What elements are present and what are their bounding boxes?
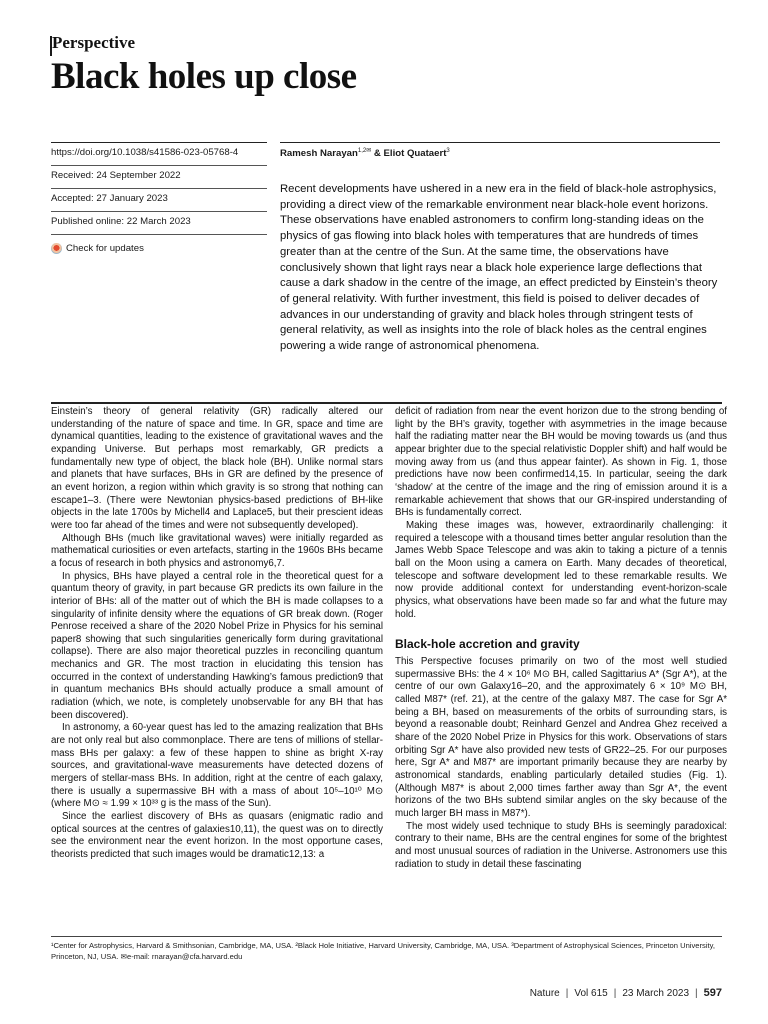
check-for-updates-label: Check for updates <box>66 242 144 254</box>
author-connector: & <box>371 148 384 160</box>
footnote-divider <box>51 936 722 937</box>
received-date: Received: 24 September 2022 <box>51 165 267 188</box>
body-paragraph: Making these images was, however, extraordinarily challenging: it required a telescope with a thousand times better angular resolution than the James Webb Space Telescope and was akin to taking a picture of a tennis ball on the Moon using a camera on Earth. Many decades of theoretical, telescope and software development led to these remarkable results. We now provide additional context for understanding event-horizon-scale physics, what observations have been made so far and what the future may hold. <box>395 519 727 620</box>
body-paragraph: Since the earliest discovery of BHs as quasars (enigmatic radio and optical sources at the centres of galaxies10,11), the quest was on to directly see the environment near the event horizon. In the most opportune cases, theorists predicted that such images would be dramatic12,13: a <box>51 811 383 860</box>
crossmark-icon <box>51 243 62 254</box>
abstract: Recent developments have ushered in a new era in the field of black-hole astrophysics, providing a direct view of the remarkable environment near black-hole event horizons. These observations have enabled astronomers to confirm long-standing ideas on the physics of gas flowing into black holes with temperatures that are hundreds of times greater than at the centre of the Sun. At the same time, the observations have conclusively shown that light rays near a black hole experience large deflections that cause a dark shadow in the centre of the image, an effect predicted by Einstein’s theory of general relativity. With further investment, this field is poised to deliver decades of advances in our understanding of gravity and black holes through stringent tests of general relativity, as well as insights into the role of black holes as the central engines powering a wide range of astronomical phenomena. <box>280 183 718 353</box>
body-divider <box>51 402 722 404</box>
published-date: Published online: 22 March 2023 <box>51 211 267 234</box>
body-paragraph: deficit of radiation from near the event horizon due to the strong bending of light by the BH’s gravity, together with asymmetries in the image because half the radiating matter near the BH would be moving towards us (and thus appear brighter due to the special relativistic Doppler shift) and half would be moving away from us (and thus appear fainter). As shown in Fig. 1, those predictions have now been confirmed14,15. In particular, seeing the dark ‘shadow’ at the centre of the image and the ring of emission around it is a remarkable achievement that shows that our GR-inspired understanding of BHs is fundamentally correct. <box>395 406 727 519</box>
body-column-left <box>51 406 383 862</box>
body-column-right <box>395 406 727 871</box>
accepted-date: Accepted: 27 January 2023 <box>51 188 267 211</box>
article-title: Black holes up close <box>51 56 357 97</box>
author-1[interactable]: Ramesh Narayan <box>280 148 358 160</box>
author-1-affiliation: 1,2✉ <box>357 148 372 154</box>
body-paragraph: In physics, BHs have played a central role in the theoretical quest for a quantum theory of gravity, in part because GR predicts its own failure in the interior of BHs: all of the matter out of which the BH is made collapses to a singularity of infinite density where the equations of GR break down. (Roger Penrose received a share of the 2020 Nobel Prize in Physics for his seminal paper8 showing that such singularities generically form during gravitational collapse). There are also major theoretical puzzles in reconciling quantum mechanics and GR. The most traction in elucidating this tension has occurred in the context of understanding Hawking’s famous prediction9 that in quantum mechanics BHs should actually produce a small amount of radiation (which, we note, is completely unobservable for any BH that has been discovered). <box>51 570 383 721</box>
body-paragraph: Although BHs (much like gravitational waves) were initially regarded as mathematical curiosities or even artefacts, starting in the 1960s BHs became a focus of research in both physics and astronomy6,7. <box>51 532 383 569</box>
page-footer: Nature | Vol 615 | 23 March 2023 | 597 <box>529 987 722 999</box>
body-paragraph: In astronomy, a 60-year quest has led to the amazing realization that BHs are not only real but also commonplace. There are tens of millions of stellar-mass BHs per galaxy: a few of these happen to shine as bright X-ray sources, and gravitational-wave measurements have detected dozens of mergers of stellar-mass BHs. In addition, right at the centre of each galaxy, there is usually a supermassive BH with a mass of about 10⁵–10¹⁰ M⊙ (where M⊙ ≈ 1.99 × 10³³ g is the mass of the Sun). <box>51 722 383 810</box>
doi-link[interactable]: https://doi.org/10.1038/s41586-023-05768-4 <box>51 142 267 165</box>
check-for-updates-button[interactable] <box>51 234 267 257</box>
author-list <box>280 142 720 159</box>
article-type: Perspective <box>52 33 136 52</box>
author-2[interactable]: Eliot Quataert <box>383 148 447 160</box>
page-number: 597 <box>703 987 722 999</box>
article-metadata <box>51 142 267 257</box>
body-paragraph: This Perspective focuses primarily on two of the most well studied supermassive BHs: the 4 × 10⁶ M⊙ BH, called Sagittarius A* (Sgr A*), at the centre of our own Galaxy16–20, and the approximately 6 × 10⁹ M⊙ BH, called M87* (ref. 21), at the centre of the galaxy M87. The case for Sgr A* being a BH, based on measurements of the orbits of surrounding stars, is beyond a reasonable doubt; Reinhard Genzel and Andrea Ghez received a share of the 2020 Nobel Prize in Physics for this work. Observations of stars orbiting Sgr A* have also provided new tests of GR22–25. For our purposes here, Sgr A* and M87* are important primarily because they are nearby by astronomical standards, enabling particularly detailed studies (Fig. 1). (Although M87* is about 2,000 times farther away than Sgr A*, the event horizons of the two BHs subtend similar angles on the sky because of the much larger BH mass in M87*). <box>395 656 727 820</box>
body-paragraph: Einstein’s theory of general relativity (GR) radically altered our understanding of the nature of space and time. In GR, space and time are dynamical quantities, leading to the existence of gravitational waves and the expanding Universe. But perhaps most remarkably, GR predicts a fundamentally new type of object, the black hole (BH). Unlike normal stars and planets that have surfaces, BHs in GR are defined by the presence of an event horizon, a region within which gravity is so strong that nothing can escape1–3. (There were Newtonian physics-based predictions of BH-like objects in the late 1700s by Michell4 and Laplace5, but their prescient ideas were too far ahead of the times and were not subsequently developed). <box>51 406 383 531</box>
journal-volume: Vol 615 <box>574 988 608 999</box>
journal-name: Nature <box>529 988 560 999</box>
body-paragraph: The most widely used technique to study BHs is seemingly paradoxical: contrary to their name, BHs are the central engines for some of the brightest and most unusual sources of radiation in the Universe. Astronomers use this radiation to study in detail these fascinating <box>395 820 727 870</box>
section-heading: Black-hole accretion and gravity <box>395 637 580 652</box>
author-2-affiliation: 3 <box>446 148 450 154</box>
issue-date: 23 March 2023 <box>622 988 690 999</box>
affiliations-footnote: ¹Center for Astrophysics, Harvard & Smithsonian, Cambridge, MA, USA. ²Black Hole Initiative, Harvard University, Cambridge, MA, USA. ³Department of Astrophysical Sciences, Princeton University, Princeton, NJ, USA. ✉e-mail: rnarayan@cfa.harvard.edu <box>51 941 715 961</box>
